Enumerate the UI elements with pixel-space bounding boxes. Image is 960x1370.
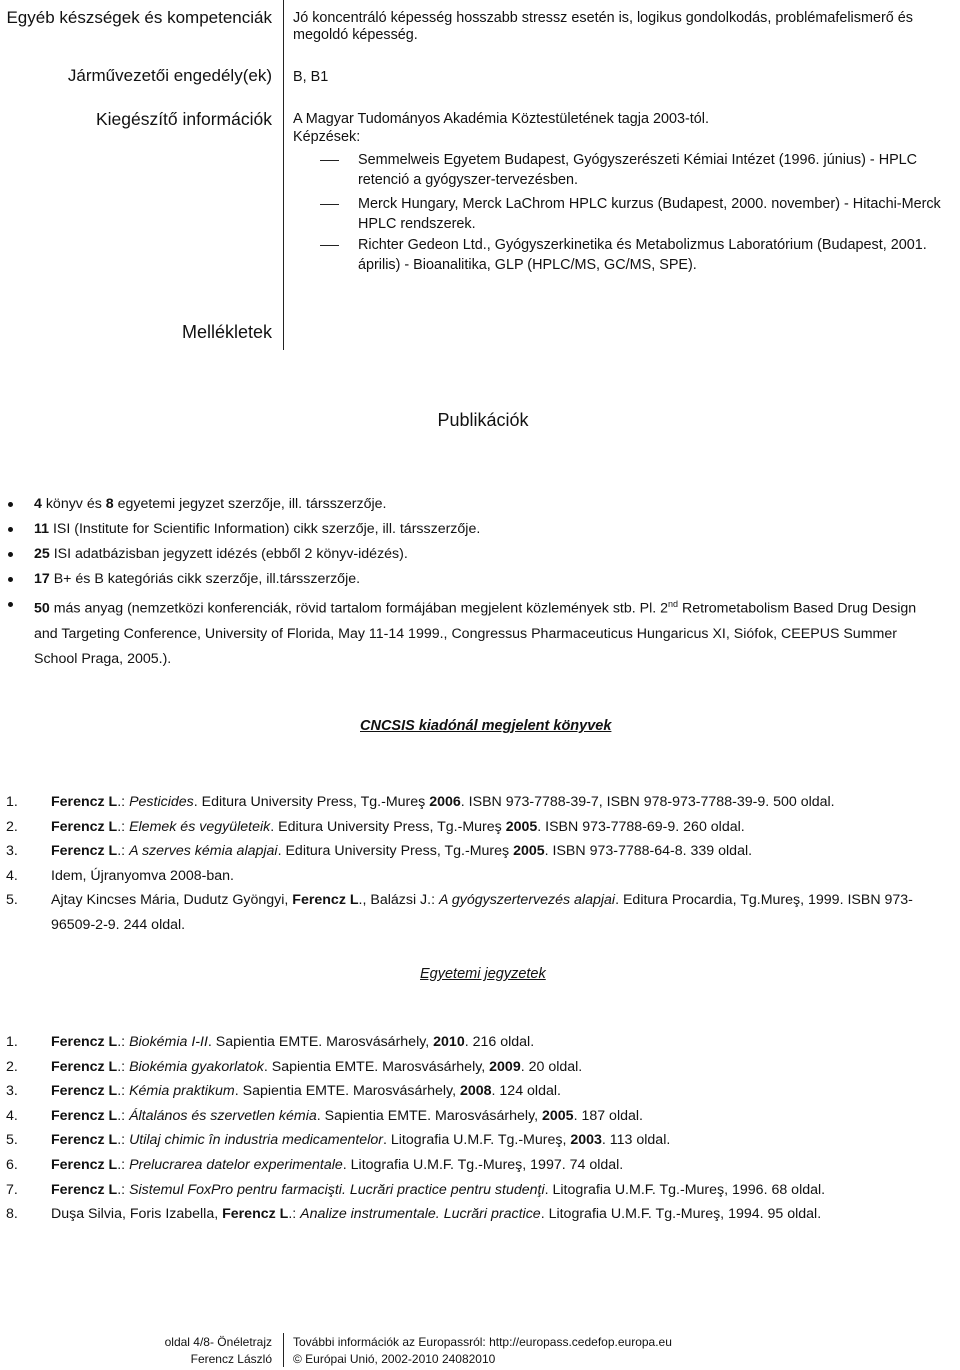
note-item: 6. Ferencz L.: Prelucrarea datelor experimentale. Litografia U.M.F. Tg.-Mureş, 1997. 74 oldal.: [6, 1156, 624, 1173]
footer-copyright: © Európai Unió, 2002-2010 24082010: [293, 1352, 496, 1366]
skills-text-line-2: megoldó képesség.: [293, 27, 418, 43]
note-item: 2. Ferencz L.: Biokémia gyakorlatok. Sapientia EMTE. Marosvásárhely, 2009. 20 oldal.: [6, 1058, 583, 1075]
training-item: [320, 150, 917, 190]
skills-label: Egyéb készségek és kompetenciák: [6, 8, 272, 27]
bullet-continuation: School Praga, 2005.).: [34, 650, 172, 667]
skills-text-line-1: Jó koncentráló képesség hosszabb stressz esetén is, logikus gondolkodás, problémafelismerő és: [293, 10, 913, 26]
bullet-icon: [8, 527, 13, 532]
training-item: [320, 235, 927, 275]
book-item: 4. Idem, Újranyomva 2008-ban.: [6, 867, 234, 884]
extra-info-label: Kiegészítő információk: [95, 109, 272, 129]
license-value: B, B1: [293, 69, 329, 85]
publication-bullet-list: [8, 492, 958, 672]
dash-marker: [320, 245, 339, 246]
book-item: 1. Ferencz L.: Pesticides. Editura University Press, Tg.-Mureş 2006. ISBN 973-7788-39-7, ISBN 978-973-7788-39-9. 500 oldal.: [6, 794, 835, 810]
extra-info-line-1: A Magyar Tudományos Akadémia Köztestületének tagja 2003-tól.: [293, 111, 709, 127]
dash-marker: [320, 204, 339, 205]
divider: [283, 0, 284, 350]
training-line-1: Merck Hungary, Merck LaChrom HPLC kurzus (Budapest, 2000. november) - Hitachi-Merck: [358, 196, 941, 212]
bullet-icon: [8, 552, 13, 557]
bullet-continuation: and Targeting Conference, University of Florida, May 11-14 1999., Congressus Pharmaceuticus Hungaricus XI, Siófok, CEEPUS Summer: [34, 625, 897, 642]
book-item: 5. Ajtay Kincses Mária, Dudutz Gyöngyi, Ferencz L., Balázsi J.: A gyógyszertervezés alapjai. Editura Procardia, Tg.Mureş, 1999. ISBN 973- 96509-2-9. 244 oldal.: [6, 892, 913, 933]
bullet-item: 17 B+ és B kategóriás cikk szerzője, ill.társszerzője.: [8, 567, 958, 592]
bullet-item: 25 ISI adatbázisban jegyzett idézés (ebből 2 könyv-idézés).: [8, 542, 958, 567]
note-item: 7. Ferencz L.: Sistemul FoxPro pentru farmacişti. Lucrări practice pentru studenţi. Litografia U.M.F. Tg.-Mureş, 1996. 68 oldal.: [6, 1181, 826, 1198]
bullet-item: 50 más anyag (nemzetközi konferenciák, rövid tartalom formájában megjelent közlemények stb. Pl. 2nd Retrometabolism Based Drug Design and Targeting Conference, University of Florida, May 11-14 1999., Congressus Pharmaceuticus Hungaricus XI, Siófok, CEEPUS Summer School Praga, 2005.).: [8, 592, 958, 672]
footer-author: Ferencz László: [190, 1352, 272, 1366]
note-item: 4. Ferencz L.: Általános és szervetlen kémia. Sapientia EMTE. Marosvásárhely, 2005. 187 oldal.: [6, 1107, 643, 1124]
training-line-2: retenció a gyógyszer-tervezésben.: [358, 172, 578, 188]
extra-info-line-2: Képzések:: [293, 129, 361, 145]
note-item: 8. Duşa Silvia, Foris Izabella, Ferencz L.: Analize instrumentale. Lucrări practice. Litografia U.M.F. Tg.-Mureş, 1994. 95 oldal.: [6, 1206, 822, 1223]
books-list: [6, 790, 958, 938]
bullet-icon: [8, 602, 13, 607]
footer-europass-info: További információk az Europassról: http://europass.cedefop.europa.eu: [293, 1335, 672, 1349]
training-line-2: HPLC rendszerek.: [358, 216, 476, 232]
publications-heading: Publikációk: [437, 410, 529, 430]
training-item: [320, 194, 941, 234]
bullet-item: 11 ISI (Institute for Scientific Information) cikk szerzője, ill. társszerzője.: [8, 517, 958, 542]
bullet-item: 4 könyv és 8 egyetemi jegyzet szerzője, ill. társszerzője.: [8, 492, 958, 517]
training-line-1: Richter Gedeon Ltd., Gyógyszerkinetika és Metabolizmus Laboratórium (Budapest, 2001.: [358, 237, 927, 253]
bullet-icon: [8, 502, 13, 507]
book-item: 2. Ferencz L.: Elemek és vegyületeik. Editura University Press, Tg.-Mureş 2005. ISBN 973-7788-69-9. 260 oldal.: [6, 818, 745, 835]
training-line-1: Semmelweis Egyetem Budapest, Gyógyszerészeti Kémiai Intézet (1996. június) - HPLC: [358, 152, 918, 168]
footer-page-number: oldal 4/8- Önéletrajz: [164, 1335, 272, 1349]
notes-list: [6, 1030, 958, 1227]
footer-divider: [283, 1333, 284, 1367]
note-item: 3. Ferencz L.: Kémia praktikum. Sapientia EMTE. Marosvásárhely, 2008. 124 oldal.: [6, 1083, 561, 1100]
bullet-icon: [8, 577, 13, 582]
dash-marker: [320, 160, 339, 161]
note-item: 1. Ferencz L.: Biokémia I-II. Sapientia EMTE. Marosvásárhely, 2010. 216 oldal.: [6, 1034, 535, 1050]
license-label: Járművezetői engedély(ek): [67, 66, 272, 85]
attachments-label: Mellékletek: [181, 322, 272, 342]
training-line-2: április) - Bioanalitika, GLP (HPLC/MS, GC/MS, SPE).: [358, 257, 697, 273]
note-item: 5. Ferencz L.: Utilaj chimic în industria medicamentelor. Litografia U.M.F. Tg.-Mureş, 2003. 113 oldal.: [6, 1132, 671, 1149]
books-heading: CNCSIS kiadónál megjelent könyvek: [360, 718, 612, 734]
notes-heading: Egyetemi jegyzetek: [420, 966, 546, 982]
book-item: 3. Ferencz L.: A szerves kémia alapjai. Editura University Press, Tg.-Mureş 2005. ISBN 973-7788-64-8. 339 oldal.: [6, 843, 753, 860]
